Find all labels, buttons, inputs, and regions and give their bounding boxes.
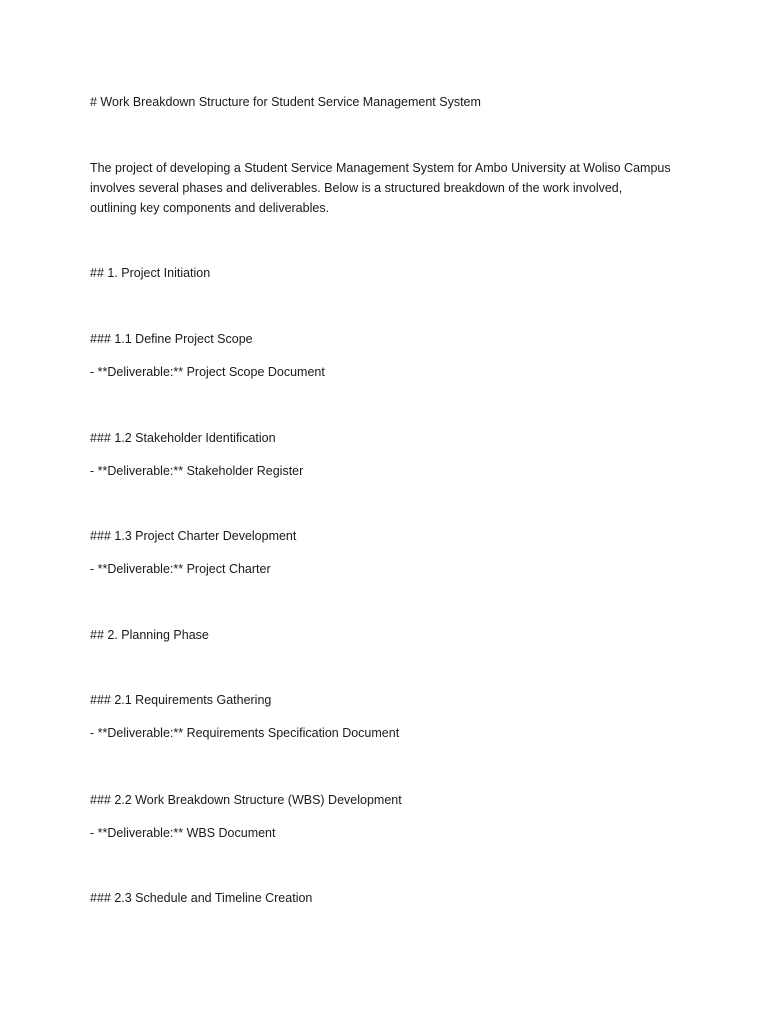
subsection-heading-wbs-development: ### 2.2 Work Breakdown Structure (WBS) Development <box>90 793 402 807</box>
section-heading-planning-phase: ## 2. Planning Phase <box>90 628 209 642</box>
subsection-heading-stakeholder-identification: ### 1.2 Stakeholder Identification <box>90 431 276 445</box>
intro-line: involves several phases and deliverables. Below is a structured breakdown of the work involved, <box>90 181 623 195</box>
intro-line: outlining key components and deliverables. <box>90 201 330 215</box>
deliverable-item: - **Deliverable:** Project Charter <box>90 562 271 576</box>
intro-paragraph <box>90 158 690 218</box>
subsection-heading-project-charter: ### 1.3 Project Charter Development <box>90 529 297 543</box>
deliverable-item: - **Deliverable:** WBS Document <box>90 826 276 840</box>
deliverable-item: - **Deliverable:** Stakeholder Register <box>90 464 304 478</box>
section-heading-project-initiation: ## 1. Project Initiation <box>90 266 211 280</box>
subsection-heading-requirements-gathering: ### 2.1 Requirements Gathering <box>90 693 272 707</box>
subsection-heading-define-scope: ### 1.1 Define Project Scope <box>90 332 253 346</box>
deliverable-item: - **Deliverable:** Project Scope Document <box>90 365 325 379</box>
subsection-heading-schedule-timeline: ### 2.3 Schedule and Timeline Creation <box>90 891 313 905</box>
deliverable-item: - **Deliverable:** Requirements Specification Document <box>90 726 400 740</box>
intro-line: The project of developing a Student Service Management System for Ambo University at Woliso Campus <box>90 161 671 175</box>
document-title: # Work Breakdown Structure for Student Service Management System <box>90 95 481 109</box>
